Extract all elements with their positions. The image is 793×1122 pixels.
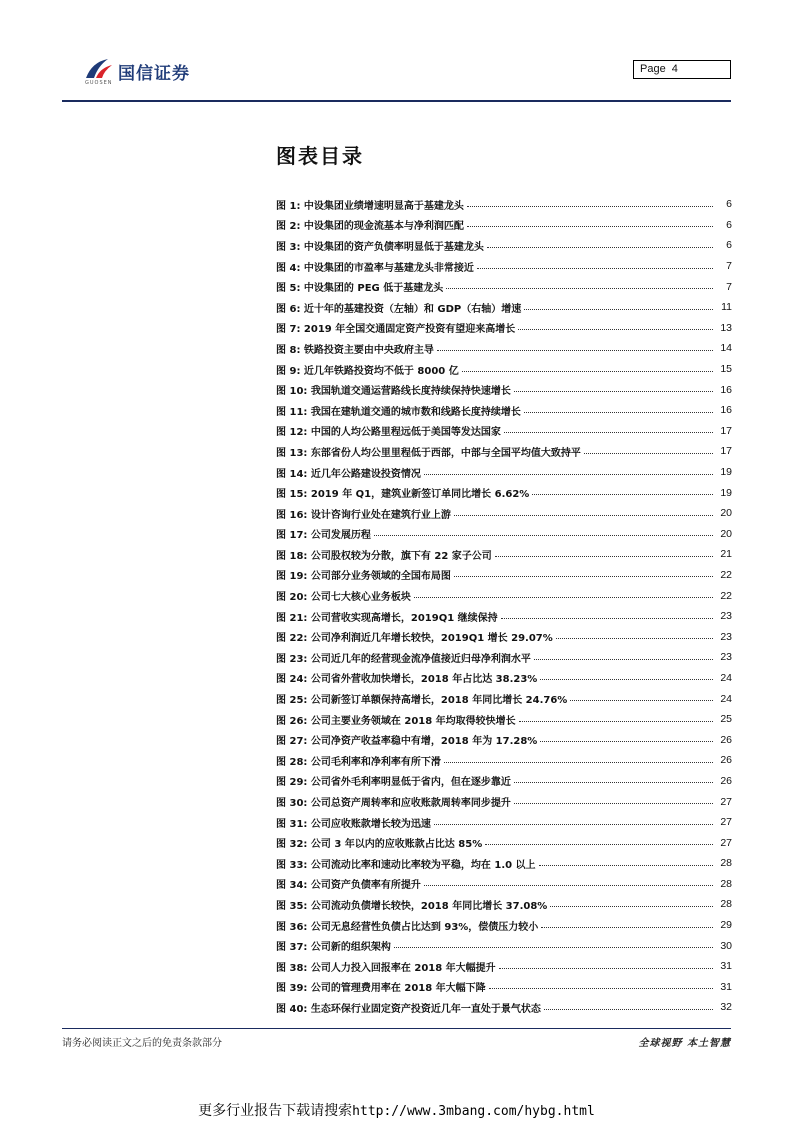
toc-entry-page: 21: [720, 548, 732, 561]
toc-dot-leader: [467, 200, 713, 207]
toc-entry-label: 图 33: 公司流动比率和速动比率较为平稳，均在 1.0 以上: [276, 859, 536, 871]
toc-entry-label: 图 28: 公司毛利率和净利率有所下滑: [276, 756, 441, 768]
promo-link[interactable]: http://www.3mbang.com/hybg.html: [352, 1104, 595, 1119]
toc-dot-leader: [374, 529, 713, 536]
toc-entry-label: 图 1: 中设集团业绩增速明显高于基建龙头: [276, 200, 464, 212]
toc-entry-page: 26: [720, 733, 732, 746]
toc-dot-leader: [504, 426, 713, 433]
toc-entry[interactable]: [276, 276, 732, 297]
toc-entry[interactable]: [276, 565, 732, 586]
toc-entry-page: 16: [720, 383, 732, 396]
toc-entry-label: 图 6: 近十年的基建投资（左轴）和 GDP（右轴）增速: [276, 303, 522, 315]
toc-entry-page: 23: [720, 630, 732, 643]
footer-divider: [62, 1028, 731, 1029]
toc-entry-page: 22: [720, 589, 732, 602]
guosen-logo-mark-icon: [82, 56, 116, 82]
toc-entry[interactable]: [276, 997, 732, 1018]
toc-entry-page: 7: [726, 260, 732, 273]
toc-dot-leader: [501, 612, 713, 619]
toc-dot-leader: [489, 982, 713, 989]
toc-dot-leader: [540, 673, 713, 680]
toc-entry-label: 图 27: 公司净资产收益率稳中有增，2018 年为 17.28%: [276, 736, 538, 748]
toc-dot-leader: [514, 385, 713, 392]
toc-entry-page: 20: [720, 527, 732, 540]
toc-entry-page: 32: [720, 1001, 732, 1014]
toc-entry-label: 图 35: 公司流动负债增长较快，2018 年同比增长 37.08%: [276, 900, 548, 912]
toc-entry-page: 30: [720, 939, 732, 952]
figure-table-of-contents: [276, 194, 732, 1018]
toc-entry-label: 图 37: 公司新的组织架构: [276, 942, 391, 954]
page-number: 4: [671, 63, 678, 75]
toc-entry-page: 7: [726, 280, 732, 293]
page-label: Page: [640, 63, 666, 75]
toc-entry[interactable]: [276, 874, 732, 895]
toc-dot-leader: [539, 859, 713, 866]
toc-entry-page: 13: [720, 321, 732, 334]
toc-entry[interactable]: [276, 235, 732, 256]
toc-dot-leader: [584, 447, 713, 454]
toc-entry-page: 11: [721, 301, 732, 314]
toc-entry-label: 图 21: 公司营收实现高增长，2019Q1 继续保持: [276, 612, 498, 624]
toc-entry-label: 图 12: 中国的人均公路里程远低于美国等发达国家: [276, 427, 501, 439]
toc-entry-page: 14: [720, 342, 732, 355]
toc-entry-label: 图 11: 我国在建轨道交通的城市数和线路长度持续增长: [276, 406, 521, 418]
toc-entry-page: 19: [720, 466, 732, 479]
toc-entry-page: 25: [720, 713, 732, 726]
toc-entry[interactable]: [276, 812, 732, 833]
toc-dot-leader: [446, 282, 713, 289]
page-title: 图表目录: [276, 144, 364, 168]
toc-entry-label: 图 17: 公司发展历程: [276, 530, 371, 542]
logo-subtext: GUOSEN: [85, 80, 113, 86]
toc-entry-label: 图 4: 中设集团的市盈率与基建龙头非常接近: [276, 262, 474, 274]
footer-disclaimer: 请务必阅读正文之后的免责条款部分: [62, 1038, 222, 1049]
toc-entry[interactable]: [276, 729, 732, 750]
toc-entry[interactable]: [276, 524, 732, 545]
toc-entry-page: 16: [720, 404, 732, 417]
toc-entry-label: 图 38: 公司人力投入回报率在 2018 年大幅提升: [276, 962, 496, 974]
toc-dot-leader: [540, 735, 713, 742]
toc-entry-label: 图 8: 铁路投资主要由中央政府主导: [276, 344, 434, 356]
toc-entry[interactable]: [276, 915, 732, 936]
toc-entry[interactable]: [276, 544, 732, 565]
toc-dot-leader: [454, 509, 713, 516]
toc-entry-label: 图 18: 公司股权较为分散，旗下有 22 家子公司: [276, 550, 492, 562]
toc-entry-page: 27: [720, 836, 732, 849]
toc-entry-page: 26: [720, 754, 732, 767]
toc-entry[interactable]: [276, 215, 732, 236]
toc-entry-label: 图 36: 公司无息经营性负债占比达到 93%，偿债压力较小: [276, 921, 539, 933]
toc-entry-label: 图 23: 公司近几年的经营现金流净值接近归母净利润水平: [276, 653, 531, 665]
toc-entry[interactable]: [276, 956, 732, 977]
toc-entry-page: 6: [726, 198, 732, 211]
toc-dot-leader: [524, 406, 713, 413]
toc-dot-leader: [518, 323, 713, 330]
toc-entry[interactable]: [276, 832, 732, 853]
toc-dot-leader: [514, 776, 713, 783]
toc-dot-leader: [437, 344, 713, 351]
toc-entry-label: 图 7: 2019 年全国交通固定资产投资有望迎来高增长: [276, 324, 516, 336]
toc-dot-leader: [477, 262, 713, 269]
page-header: [0, 0, 793, 105]
toc-entry-page: 27: [720, 795, 732, 808]
toc-entry-page: 29: [720, 919, 732, 932]
toc-entry[interactable]: [276, 894, 732, 915]
toc-entry-label: 图 10: 我国轨道交通运营路线长度持续保持快速增长: [276, 386, 511, 398]
toc-dot-leader: [534, 653, 713, 660]
toc-entry[interactable]: [276, 379, 732, 400]
toc-dot-leader: [544, 1003, 713, 1010]
toc-entry-page: 28: [720, 857, 732, 870]
toc-entry[interactable]: [276, 647, 732, 668]
toc-dot-leader: [514, 797, 713, 804]
toc-entry[interactable]: [276, 606, 732, 627]
toc-entry[interactable]: [276, 688, 732, 709]
toc-entry[interactable]: [276, 791, 732, 812]
promo-text: 更多行业报告下载请搜索: [198, 1103, 353, 1119]
toc-entry-page: 23: [720, 610, 732, 623]
toc-entry-label: 图 13: 东部省份人均公里里程低于西部，中部与全国平均值大致持平: [276, 447, 581, 459]
toc-entry-label: 图 31: 公司应收账款增长较为迅速: [276, 818, 431, 830]
toc-entry[interactable]: [276, 977, 732, 998]
footer-slogan: 全球视野 本土智慧: [638, 1038, 731, 1049]
toc-dot-leader: [394, 941, 713, 948]
toc-entry[interactable]: [276, 462, 732, 483]
toc-entry-page: 28: [720, 877, 732, 890]
toc-dot-leader: [414, 591, 713, 598]
toc-entry-label: 图 24: 公司省外营收加快增长，2018 年占比达 38.23%: [276, 674, 538, 686]
toc-entry-label: 图 2: 中设集团的现金流基本与净利润匹配: [276, 221, 464, 233]
toc-dot-leader: [550, 900, 713, 907]
toc-entry-label: 图 5: 中设集团的 PEG 低于基建龙头: [276, 283, 444, 295]
guosen-logo: [82, 56, 222, 90]
toc-entry-page: 22: [720, 568, 732, 581]
toc-entry[interactable]: [276, 771, 732, 792]
toc-entry-page: 17: [720, 445, 732, 458]
toc-entry-label: 图 20: 公司七大核心业务板块: [276, 592, 411, 604]
toc-entry[interactable]: [276, 503, 732, 524]
toc-entry-page: 26: [720, 774, 732, 787]
toc-entry[interactable]: [276, 318, 732, 339]
toc-entry-page: 17: [720, 424, 732, 437]
toc-entry[interactable]: [276, 359, 732, 380]
toc-dot-leader: [434, 818, 713, 825]
toc-entry[interactable]: [276, 709, 732, 730]
toc-dot-leader: [462, 365, 713, 372]
toc-entry-label: 图 16: 设计咨询行业处在建筑行业上游: [276, 509, 451, 521]
toc-dot-leader: [556, 632, 713, 639]
toc-entry[interactable]: [276, 585, 732, 606]
toc-entry[interactable]: [276, 853, 732, 874]
toc-dot-leader: [467, 220, 713, 227]
toc-entry-page: 24: [720, 671, 732, 684]
toc-dot-leader: [519, 715, 713, 722]
toc-entry-page: 28: [720, 898, 732, 911]
header-divider: [62, 100, 731, 102]
toc-dot-leader: [570, 694, 713, 701]
toc-entry-label: 图 15: 2019 年 Q1，建筑业新签订单同比增长 6.62%: [276, 489, 530, 501]
toc-dot-leader: [532, 488, 713, 495]
toc-entry-label: 图 32: 公司 3 年以内的应收账款占比达 85%: [276, 839, 483, 851]
toc-entry-page: 6: [726, 218, 732, 231]
toc-dot-leader: [499, 962, 713, 969]
toc-entry[interactable]: [276, 935, 732, 956]
toc-entry-label: 图 30: 公司总资产周转率和应收账款周转率同步提升: [276, 798, 511, 810]
toc-entry-label: 图 40: 生态环保行业固定资产投资近几年一直处于景气状态: [276, 1003, 541, 1015]
toc-entry-page: 31: [720, 960, 732, 973]
toc-entry[interactable]: [276, 421, 732, 442]
toc-entry-page: 27: [720, 816, 732, 829]
download-promo: [0, 1100, 793, 1120]
toc-entry-page: 24: [720, 692, 732, 705]
toc-entry[interactable]: [276, 256, 732, 277]
toc-dot-leader: [485, 838, 713, 845]
toc-entry-page: 31: [720, 980, 732, 993]
toc-dot-leader: [454, 570, 713, 577]
toc-entry[interactable]: [276, 194, 732, 215]
toc-entry[interactable]: [276, 750, 732, 771]
toc-entry-label: 图 22: 公司净利润近几年增长较快，2019Q1 增长 29.07%: [276, 633, 553, 645]
toc-entry[interactable]: [276, 297, 732, 318]
toc-entry-label: 图 39: 公司的管理费用率在 2018 年大幅下降: [276, 983, 486, 995]
toc-entry[interactable]: [276, 338, 732, 359]
toc-entry[interactable]: [276, 626, 732, 647]
toc-entry-label: 图 25: 公司新签订单额保持高增长，2018 年同比增长 24.76%: [276, 695, 568, 707]
toc-dot-leader: [424, 468, 713, 475]
toc-dot-leader: [444, 756, 713, 763]
toc-entry[interactable]: [276, 441, 732, 462]
toc-entry-label: 图 26: 公司主要业务领域在 2018 年均取得较快增长: [276, 715, 516, 727]
toc-dot-leader: [424, 879, 713, 886]
toc-entry-page: 19: [720, 486, 732, 499]
toc-entry-page: 6: [726, 239, 732, 252]
logo-text: 国信证券: [118, 64, 190, 84]
toc-entry[interactable]: [276, 668, 732, 689]
page-indicator: [633, 60, 731, 79]
toc-entry-page: 20: [720, 507, 732, 520]
toc-entry[interactable]: [276, 482, 732, 503]
toc-entry[interactable]: [276, 400, 732, 421]
toc-entry-label: 图 29: 公司省外毛利率明显低于省内，但在逐步靠近: [276, 777, 511, 789]
toc-entry-label: 图 14: 近几年公路建设投资情况: [276, 468, 421, 480]
toc-entry-page: 23: [720, 651, 732, 664]
toc-entry-label: 图 3: 中设集团的资产负债率明显低于基建龙头: [276, 241, 484, 253]
toc-dot-leader: [541, 921, 713, 928]
toc-entry-label: 图 19: 公司部分业务领域的全国布局图: [276, 571, 451, 583]
toc-entry-page: 15: [720, 363, 732, 376]
toc-entry-label: 图 9: 近几年铁路投资均不低于 8000 亿: [276, 365, 459, 377]
toc-entry-label: 图 34: 公司资产负债率有所提升: [276, 880, 421, 892]
toc-dot-leader: [524, 303, 713, 310]
toc-dot-leader: [495, 550, 713, 557]
toc-dot-leader: [487, 241, 713, 248]
